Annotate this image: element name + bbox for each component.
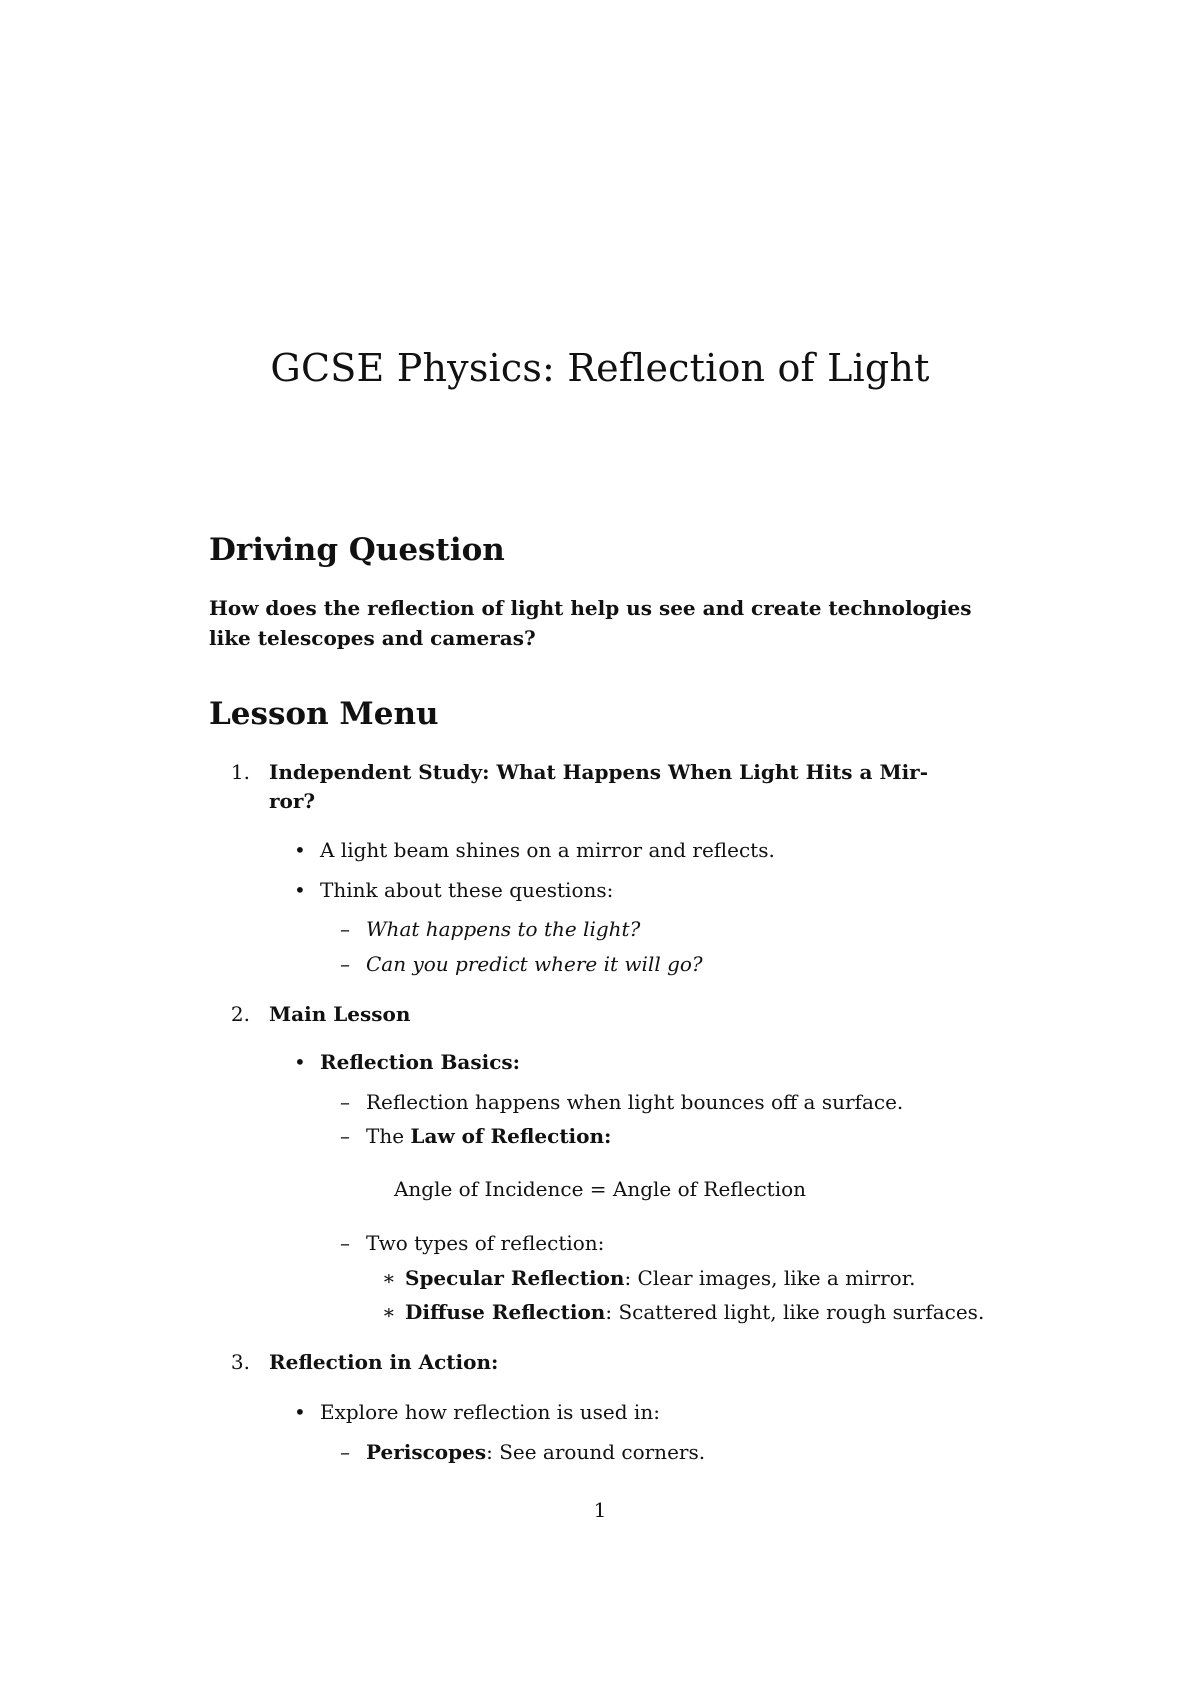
item-2-sub-2-prefix: The — [366, 1124, 411, 1148]
dash-icon: – — [340, 917, 350, 941]
item-2-bullet-1: Reflection Basics: — [320, 1050, 521, 1074]
star-icon: ∗ — [382, 1266, 396, 1290]
dash-icon: – — [340, 1440, 350, 1464]
item-1-title-line-2: ror? — [269, 789, 316, 813]
periscopes-item — [366, 1440, 705, 1464]
item-1-title-line-1: Independent Study: What Happens When Light Hits a Mir- — [269, 760, 929, 784]
item-1-question-1: What happens to the light? — [366, 917, 641, 941]
driving-question-line-1: How does the reflection of light help us see and create technologies — [209, 596, 972, 620]
diffuse-reflection-text: : Scattered light, like rough surfaces. — [605, 1300, 985, 1324]
item-1-bullet-1: A light beam shines on a mirror and reflects. — [320, 838, 775, 862]
bullet-icon: • — [294, 1400, 306, 1424]
periscopes-text: : See around corners. — [486, 1440, 706, 1464]
item-3-bullet-1: Explore how reflection is used in: — [320, 1400, 660, 1424]
item-2-sub-2 — [366, 1124, 611, 1148]
law-of-reflection-label: Law of Reflection: — [410, 1124, 612, 1148]
item-2-title: Main Lesson — [269, 1002, 411, 1026]
driving-question-heading: Driving Question — [209, 532, 505, 568]
star-icon: ∗ — [382, 1300, 396, 1324]
diffuse-reflection-label: Diffuse Reflection — [405, 1300, 606, 1324]
dash-icon: – — [340, 1231, 350, 1255]
page-title: GCSE Physics: Reflection of Light — [270, 346, 930, 390]
specular-reflection-item — [405, 1266, 915, 1290]
item-3-number: 3. — [230, 1350, 250, 1374]
dash-icon: – — [340, 1090, 350, 1114]
item-1-bullet-2: Think about these questions: — [320, 878, 614, 902]
item-3-title: Reflection in Action: — [269, 1350, 499, 1374]
item-1-number: 1. — [230, 760, 250, 784]
page-number: 1 — [593, 1498, 607, 1522]
bullet-icon: • — [294, 1050, 306, 1074]
driving-question-line-2: like telescopes and cameras? — [209, 626, 536, 650]
bullet-icon: • — [294, 838, 306, 862]
periscopes-label: Periscopes — [366, 1440, 487, 1464]
specular-reflection-text: : Clear images, like a mirror. — [624, 1266, 916, 1290]
bullet-icon: • — [294, 878, 306, 902]
item-2-number: 2. — [230, 1002, 250, 1026]
item-2-sub-3: Two types of reflection: — [366, 1231, 605, 1255]
reflection-equation: Angle of Incidence = Angle of Reflection — [393, 1177, 807, 1201]
diffuse-reflection-item — [405, 1300, 984, 1324]
specular-reflection-label: Specular Reflection — [405, 1266, 625, 1290]
item-2-sub-1: Reflection happens when light bounces off a surface. — [366, 1090, 904, 1114]
item-1-question-2: Can you predict where it will go? — [366, 952, 703, 976]
lesson-menu-heading: Lesson Menu — [209, 696, 439, 732]
dash-icon: – — [340, 952, 350, 976]
dash-icon: – — [340, 1124, 350, 1148]
